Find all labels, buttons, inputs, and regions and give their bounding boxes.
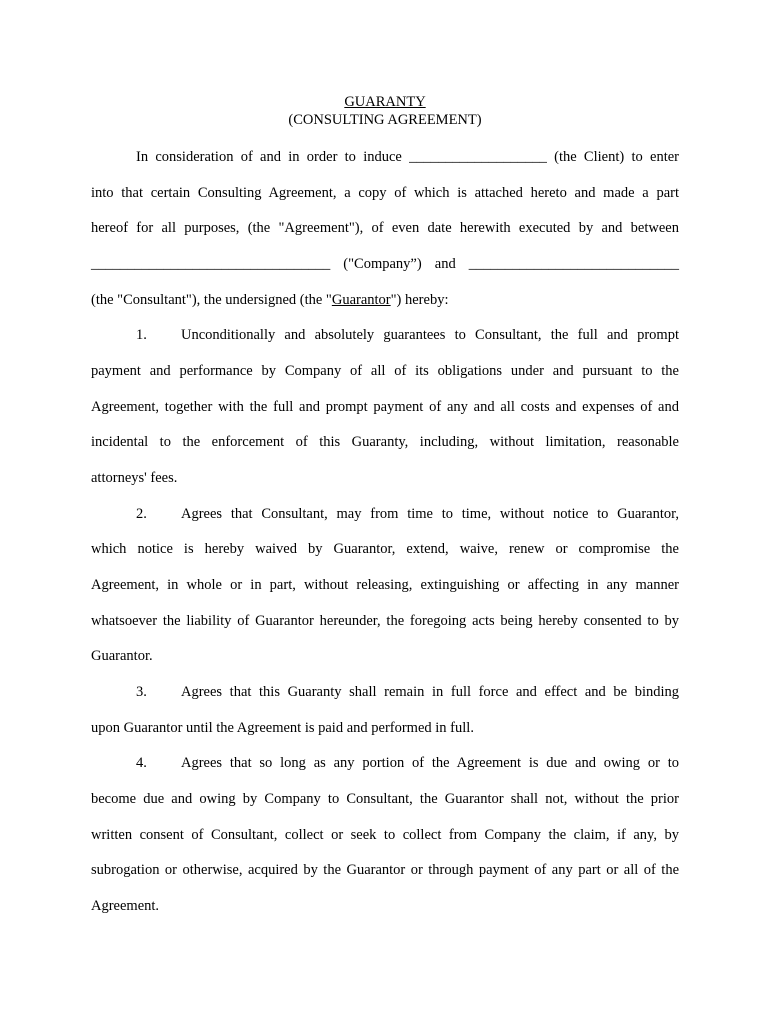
clause-4-line-5: Agreement. bbox=[91, 898, 160, 914]
clause-1-line-2: payment and performance by Company of all of its obligations under and pursuant to the bbox=[91, 363, 679, 379]
clause-2-line-4: whatsoever the liability of Guarantor hereunder, the foregoing acts being hereby consented to by bbox=[91, 613, 679, 629]
clause-3-line-2: upon Guarantor until the Agreement is paid and performed in full. bbox=[91, 720, 474, 736]
document-subtitle: (CONSULTING AGREEMENT) bbox=[288, 112, 482, 128]
clause-4-line-4: subrogation or otherwise, acquired by the Guarantor or through payment of any part or all of the bbox=[91, 862, 679, 878]
clause-1-line-4: incidental to the enforcement of this Guaranty, including, without limitation, reasonable bbox=[91, 434, 679, 450]
clause-3-line-1: 3. Agrees that this Guaranty shall remain in full force and effect and be binding bbox=[136, 684, 679, 700]
clause-4-line-2: become due and owing by Company to Consultant, the Guarantor shall not, without the prior bbox=[91, 791, 679, 807]
clause-2-line-3: Agreement, in whole or in part, without releasing, extinguishing or affecting in any manner bbox=[91, 577, 679, 593]
clause-4-line-3: written consent of Consultant, collect or seek to collect from Company the claim, if any, by bbox=[91, 827, 679, 843]
clause-1-line-3: Agreement, together with the full and prompt payment of any and all costs and expenses of and bbox=[91, 399, 679, 415]
intro-line-4: _________________________________ ("Company”) and _____________________________ bbox=[91, 256, 679, 272]
clause-number: 3. bbox=[136, 684, 147, 700]
intro-line-2: into that certain Consulting Agreement, a copy of which is attached hereto and made a part bbox=[91, 185, 679, 201]
clause-2-line-1: 2. Agrees that Consultant, may from time to time, without notice to Guarantor, bbox=[136, 506, 679, 522]
clause-number: 2. bbox=[136, 506, 147, 522]
clause-number: 1. bbox=[136, 327, 147, 343]
intro-line-5: (the "Consultant"), the undersigned (the "Guarantor") hereby: bbox=[91, 292, 449, 308]
clause-number: 4. bbox=[136, 755, 147, 771]
clause-4-line-1: 4. Agrees that so long as any portion of the Agreement is due and owing or to bbox=[136, 755, 679, 771]
intro-line-3: hereof for all purposes, (the "Agreement"), of even date herewith executed by and between bbox=[91, 220, 679, 236]
document-title: GUARANTY bbox=[344, 94, 426, 110]
guarantor-defined-term: Guarantor bbox=[331, 292, 391, 308]
clause-1-line-1: 1. Unconditionally and absolutely guarantees to Consultant, the full and prompt bbox=[136, 327, 679, 343]
intro-line-1: In consideration of and in order to induce ___________________ (the Client) to enter bbox=[136, 149, 679, 165]
clause-2-line-2: which notice is hereby waived by Guarantor, extend, waive, renew or compromise the bbox=[91, 541, 679, 557]
clause-2-line-5: Guarantor. bbox=[91, 648, 153, 664]
clause-1-line-5: attorneys' fees. bbox=[91, 470, 178, 486]
